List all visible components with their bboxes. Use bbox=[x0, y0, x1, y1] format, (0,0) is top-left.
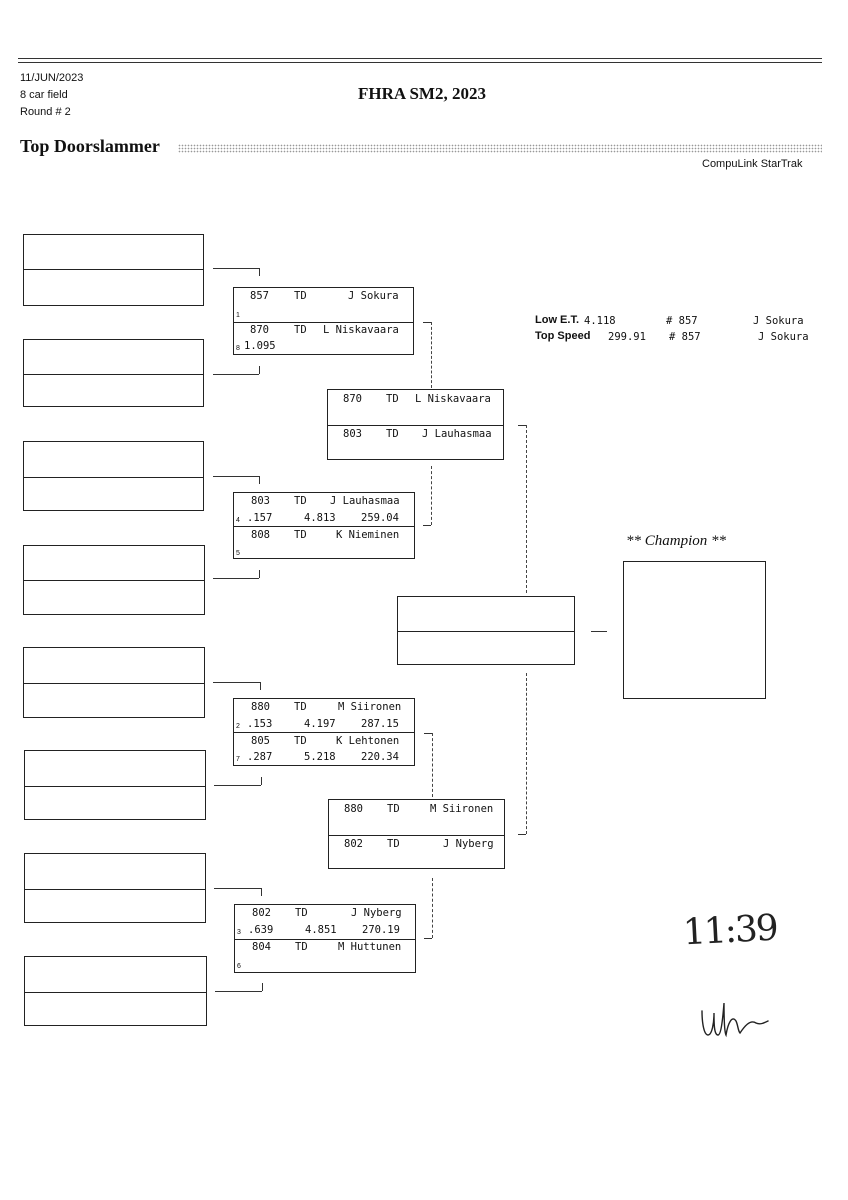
lane-number: 4 bbox=[236, 517, 240, 524]
connector bbox=[213, 268, 259, 269]
connector bbox=[214, 888, 261, 889]
match-top-entry bbox=[234, 700, 414, 714]
round1-box-2 bbox=[23, 339, 204, 407]
speed: 259.04 bbox=[361, 512, 399, 524]
car-number: 804 bbox=[252, 941, 271, 953]
title-leader-dots bbox=[178, 144, 822, 153]
match-top-results bbox=[234, 306, 413, 320]
header-rule-top bbox=[18, 58, 822, 59]
driver-name: J Nyberg bbox=[351, 907, 402, 919]
header-rule-bottom bbox=[18, 62, 822, 63]
connector bbox=[259, 476, 260, 484]
driver-name: M Siironen bbox=[430, 803, 494, 815]
round1-box-3 bbox=[23, 441, 204, 511]
connector bbox=[591, 631, 607, 632]
car-class: TD bbox=[294, 529, 307, 541]
match-bottom-results bbox=[234, 339, 413, 353]
round1-box-7 bbox=[24, 853, 206, 923]
page-title: FHRA SM2, 2023 bbox=[358, 84, 486, 103]
car-class: TD bbox=[294, 324, 307, 336]
reaction-time: .287 bbox=[247, 751, 273, 763]
match-bottom-results bbox=[234, 750, 414, 764]
elapsed-time: 4.197 bbox=[304, 718, 336, 730]
lane-number: 7 bbox=[236, 756, 240, 763]
round-number: Round # 2 bbox=[20, 106, 71, 118]
round2-match-1 bbox=[233, 287, 414, 355]
reaction-time: .153 bbox=[247, 718, 273, 730]
car-number: 880 bbox=[344, 803, 363, 815]
match-top-entry bbox=[235, 906, 415, 920]
connector bbox=[261, 777, 262, 785]
connector bbox=[526, 425, 527, 593]
stat-top-speed bbox=[535, 330, 825, 344]
semifinal-1 bbox=[327, 389, 504, 460]
speed: 270.19 bbox=[362, 924, 400, 936]
connector bbox=[432, 733, 433, 797]
connector bbox=[518, 834, 526, 835]
connector bbox=[424, 938, 432, 939]
car-class: TD bbox=[387, 803, 400, 815]
match-bottom-entry bbox=[234, 734, 414, 748]
elapsed-time: 4.851 bbox=[305, 924, 337, 936]
stat-low-et bbox=[535, 314, 825, 328]
handwritten-signature bbox=[698, 993, 772, 1043]
driver-name: J Lauhasmaa bbox=[330, 495, 400, 507]
connector bbox=[424, 733, 432, 734]
car-class: TD bbox=[294, 290, 307, 302]
connector bbox=[213, 682, 260, 683]
round2-match-2 bbox=[233, 492, 415, 559]
connector bbox=[213, 374, 259, 375]
connector bbox=[431, 466, 432, 525]
driver-name: K Nieminen bbox=[336, 529, 400, 541]
reaction-time: 1.095 bbox=[244, 340, 276, 352]
lane-number: 6 bbox=[237, 963, 241, 970]
car-number: 803 bbox=[251, 495, 270, 507]
connector bbox=[215, 991, 262, 992]
car-number: 808 bbox=[251, 529, 270, 541]
driver-name: L Niskavaara bbox=[415, 393, 491, 405]
elapsed-time: 5.218 bbox=[304, 751, 336, 763]
stat-driver: J Sokura bbox=[758, 331, 809, 343]
driver-name: M Huttunen bbox=[338, 941, 402, 953]
event-date: 11/JUN/2023 bbox=[20, 72, 84, 84]
match-top-entry bbox=[234, 494, 414, 508]
driver-name: M Siironen bbox=[338, 701, 402, 713]
car-number: 857 bbox=[250, 290, 269, 302]
elapsed-time: 4.813 bbox=[304, 512, 336, 524]
semi-top-entry bbox=[328, 392, 503, 406]
car-number: 805 bbox=[251, 735, 270, 747]
round1-box-8 bbox=[24, 956, 207, 1026]
connector bbox=[214, 785, 261, 786]
final-match bbox=[397, 596, 575, 665]
speed: 287.15 bbox=[361, 718, 399, 730]
semi-bottom-entry bbox=[329, 837, 504, 851]
stat-car: # 857 bbox=[666, 315, 698, 327]
semi-bottom-entry bbox=[328, 427, 503, 441]
car-number: 880 bbox=[251, 701, 270, 713]
semi-top-entry bbox=[329, 802, 504, 816]
round2-match-4 bbox=[234, 904, 416, 973]
connector bbox=[518, 425, 526, 426]
connector bbox=[423, 525, 431, 526]
round2-match-3 bbox=[233, 698, 415, 766]
driver-name: L Niskavaara bbox=[323, 324, 399, 336]
round1-box-5 bbox=[23, 647, 205, 718]
car-class: TD bbox=[387, 838, 400, 850]
match-top-entry bbox=[234, 289, 413, 303]
car-number: 802 bbox=[344, 838, 363, 850]
connector bbox=[423, 322, 431, 323]
stat-car: # 857 bbox=[669, 331, 701, 343]
driver-name: J Lauhasmaa bbox=[422, 428, 492, 440]
car-class: TD bbox=[295, 907, 308, 919]
round1-box-1 bbox=[23, 234, 204, 306]
lane-number: 1 bbox=[236, 312, 240, 319]
match-top-results bbox=[235, 923, 415, 937]
reaction-time: .639 bbox=[248, 924, 274, 936]
connector bbox=[213, 476, 259, 477]
car-number: 870 bbox=[343, 393, 362, 405]
stats-panel bbox=[535, 314, 825, 348]
match-bottom-entry bbox=[234, 323, 413, 337]
connector bbox=[259, 268, 260, 276]
driver-name: K Lehtonen bbox=[336, 735, 400, 747]
match-bottom-entry bbox=[234, 528, 414, 542]
round1-box-6 bbox=[24, 750, 206, 820]
semifinal-2 bbox=[328, 799, 505, 869]
vendor-name: CompuLink StarTrak bbox=[702, 158, 803, 170]
driver-name: J Nyberg bbox=[443, 838, 494, 850]
car-number: 803 bbox=[343, 428, 362, 440]
car-class: TD bbox=[295, 941, 308, 953]
car-class: TD bbox=[294, 735, 307, 747]
connector bbox=[260, 682, 261, 690]
champion-label: ** Champion ** bbox=[626, 533, 727, 549]
lane-number: 2 bbox=[236, 723, 240, 730]
match-top-results bbox=[234, 511, 414, 525]
field-size: 8 car field bbox=[20, 89, 68, 101]
connector bbox=[526, 673, 527, 834]
stat-label: Low E.T. bbox=[535, 314, 579, 326]
connector bbox=[261, 888, 262, 896]
stat-driver: J Sokura bbox=[753, 315, 804, 327]
match-bottom-entry bbox=[235, 940, 415, 954]
handwritten-time: 11:39 bbox=[681, 907, 778, 954]
stat-value: 299.91 bbox=[608, 331, 646, 343]
connector bbox=[213, 578, 259, 579]
class-title: Top Doorslammer bbox=[20, 136, 160, 156]
lane-number: 8 bbox=[236, 345, 240, 352]
connector bbox=[259, 366, 260, 374]
lane-number: 5 bbox=[236, 550, 240, 557]
round1-box-4 bbox=[23, 545, 205, 615]
driver-name: J Sokura bbox=[348, 290, 399, 302]
champion-box bbox=[623, 561, 766, 699]
car-class: TD bbox=[294, 495, 307, 507]
match-bottom-results bbox=[235, 957, 415, 971]
match-top-results bbox=[234, 717, 414, 731]
car-class: TD bbox=[386, 393, 399, 405]
stat-label: Top Speed bbox=[535, 330, 591, 342]
car-class: TD bbox=[294, 701, 307, 713]
connector bbox=[259, 570, 260, 578]
car-class: TD bbox=[386, 428, 399, 440]
lane-number: 3 bbox=[237, 929, 241, 936]
stat-value: 4.118 bbox=[584, 315, 616, 327]
car-number: 870 bbox=[250, 324, 269, 336]
match-bottom-results bbox=[234, 544, 414, 558]
reaction-time: .157 bbox=[247, 512, 273, 524]
connector bbox=[431, 322, 432, 388]
connector bbox=[262, 983, 263, 991]
speed: 220.34 bbox=[361, 751, 399, 763]
connector bbox=[432, 878, 433, 938]
car-number: 802 bbox=[252, 907, 271, 919]
